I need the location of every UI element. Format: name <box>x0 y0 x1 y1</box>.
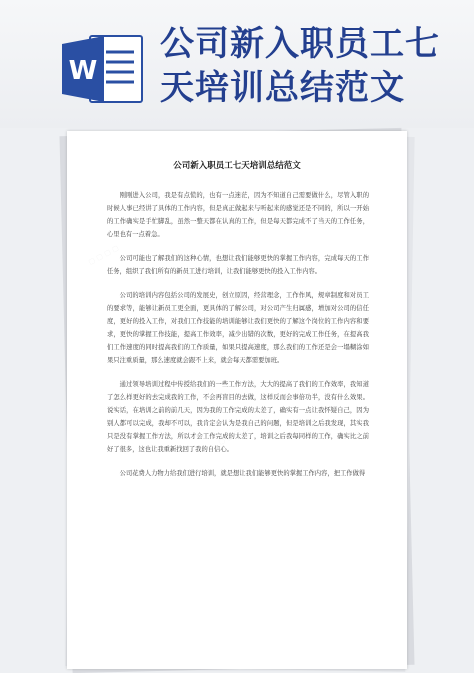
paragraph: 公司的培训内容包括公司的发展史，创立原因，经营理念，工作作风，规章制度和对员工的要求等，能够让新员工更全面，更具体的了解公司，对公司产生归属感，增加对公司的信任度，更好的投入工作，对我们工作技能的培训能够让我们更快的了解这个岗位的工作内容和要求，更快的掌握工作技能，提高工作效率，减少出错的次数，更好的完成工作任务，在提高我们工作速度的同时提高我们的工作质量，如果只提高速度，那么我们的工作还是会一塌糊涂如果只注重质量，那么速度就会跟不上来，就会每天都需要加班。 <box>107 292 369 364</box>
paragraph: 通过领导培训过程中传授给我们的一些工作方法，大大的提高了我们的工作效率，我知道了怎么样更好的去完成我的工作，不会再盲目的去做，这样反而会事倍功半，没有什么效果。说实话，在培训之前的前几天，因为我的工作完成的太差了，确实有一点让我怀疑自己，因为别人都可以完成，我却不可以，我肯定会认为是我自己的问题，但是培训之后我发现，其实我只是没有掌握工作方法，所以才会工作完成的太差了，培训之后我每同样的工作，确实比之前好了很多，这也让我重新找回了我的自信心。 <box>107 381 369 453</box>
title-line-1: 公司新入职员工七 <box>160 24 440 64</box>
document-title: 公司新入职员工七天培训总结范文 <box>173 161 301 171</box>
page-title <box>160 22 460 110</box>
word-logo-letter: W <box>68 56 98 86</box>
paragraph: 公司可能也了解我们的这种心情，也想让我们能够更快的掌握工作内容，完成每天的工作任务，组织了我们所有的新员工进行培训，让我们能够更快的投入工作内容。 <box>107 255 369 275</box>
document-page <box>67 131 407 669</box>
title-line-2: 天培训总结范文 <box>160 68 405 108</box>
paragraph: 公司花费人力物力给我们进行培训，就是想让我们能够更快的掌握工作内容，把工作做得 <box>119 470 366 477</box>
document-body <box>107 189 369 491</box>
banner <box>0 0 474 128</box>
word-document-icon <box>60 32 146 106</box>
paragraph: 刚刚进入公司，我是有点慌的，也有一点迷茫，因为不知道自己需要做什么，尽管入职的时候人事已经讲了具体的工作内容，但是真正做起来与听起来的感觉还是不同的，所以一开始的工作确实是手忙脚乱，虽然一整天都在认真的工作，但是每天都完成不了当天的工作任务，心里也有一点着急。 <box>107 192 369 238</box>
